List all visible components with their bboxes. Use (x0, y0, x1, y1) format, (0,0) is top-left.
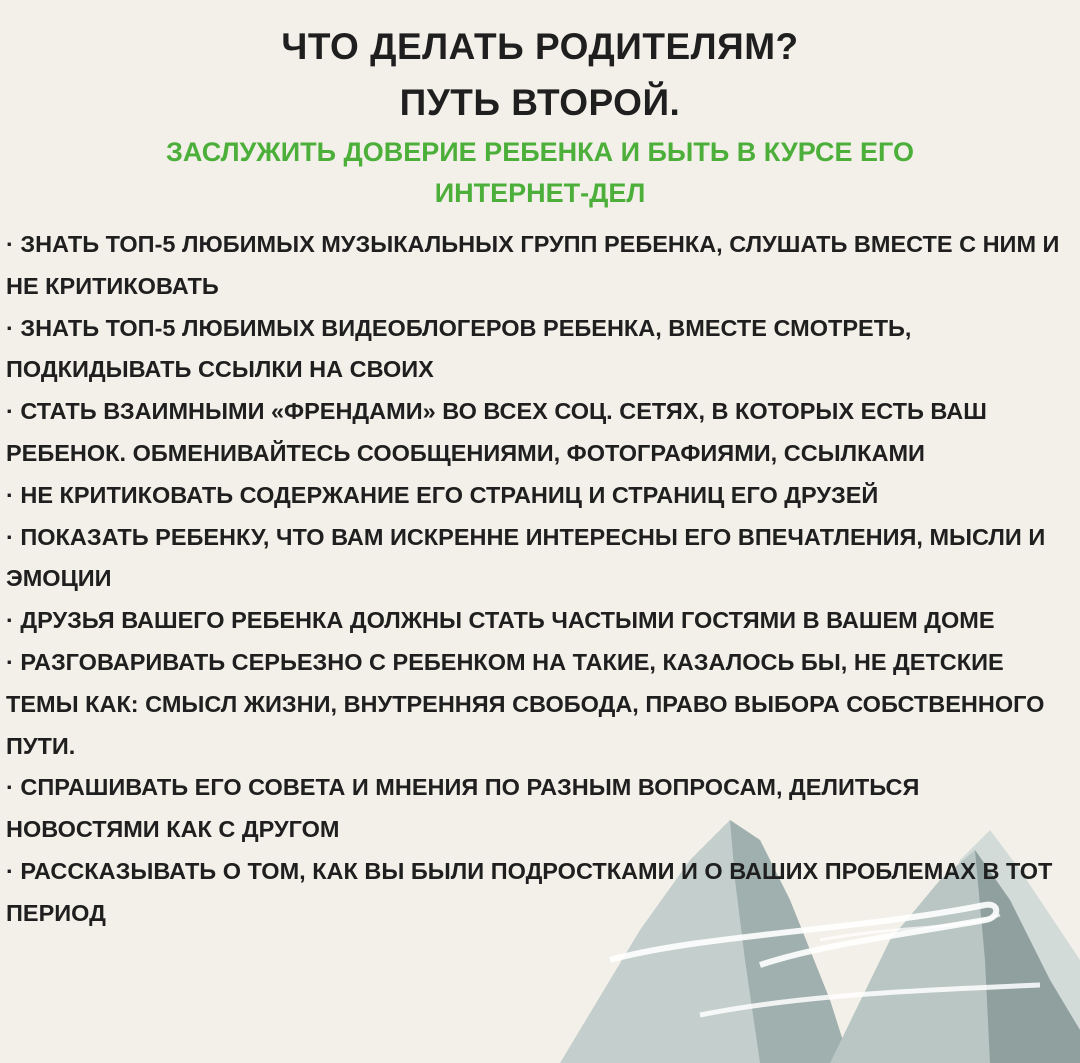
list-item (6, 391, 1076, 475)
advice-list (6, 224, 1076, 935)
bullet-icon: · (6, 607, 14, 634)
bullet-icon: · (6, 857, 14, 884)
list-item (6, 642, 1076, 767)
list-item (6, 600, 1076, 642)
list-item-text: ПОКАЗАТЬ РЕБЕНКУ, ЧТО ВАМ ИСКРЕННЕ ИНТЕРЕСНЫ ЕГО ВПЕЧАТЛЕНИЯ, МЫСЛИ И ЭМОЦИИ (6, 523, 1046, 592)
list-item-text: НЕ КРИТИКОВАТЬ СОДЕРЖАНИЕ ЕГО СТРАНИЦ И СТРАНИЦ ЕГО ДРУЗЕЙ (20, 481, 879, 508)
bullet-icon: · (6, 774, 14, 801)
list-item-text: РАЗГОВАРИВАТЬ СЕРЬЕЗНО С РЕБЕНКОМ НА ТАКИЕ, КАЗАЛОСЬ БЫ, НЕ ДЕТСКИЕ ТЕМЫ КАК: СМЫСЛ ЖИЗНИ, ВНУТРЕННЯЯ СВОБОДА, ПРАВО ВЫБОРА СОБСТВЕННОГО ПУТИ. (6, 648, 1045, 759)
list-item-text: ЗНАТЬ ТОП-5 ЛЮБИМЫХ МУЗЫКАЛЬНЫХ ГРУПП РЕБЕНКА, СЛУШАТЬ ВМЕСТЕ С НИМ И НЕ КРИТИКОВАТЬ (6, 231, 1060, 299)
list-item (6, 475, 1076, 517)
bullet-icon: · (6, 314, 14, 341)
list-item (6, 517, 1076, 601)
green-subheading: ЗАСЛУЖИТЬ ДОВЕРИЕ РЕБЕНКА И БЫТЬ В КУРСЕ ЕГО ИНТЕРНЕТ-ДЕЛ (166, 137, 914, 208)
list-item-text: СПРАШИВАТЬ ЕГО СОВЕТА И МНЕНИЯ ПО РАЗНЫМ ВОПРОСАМ, ДЕЛИТЬСЯ НОВОСТЯМИ КАК С ДРУГОМ (6, 774, 920, 843)
list-item (6, 308, 1076, 392)
list-item-text: СТАТЬ ВЗАИМНЫМИ «ФРЕНДАМИ» ВО ВСЕХ СОЦ. СЕТЯХ, В КОТОРЫХ ЕСТЬ ВАШ РЕБЕНОК. ОБМЕНИВАЙТЕСЬ СООБЩЕНИЯМИ, ФОТОГРАФИЯМИ, ССЫЛКАМИ (6, 398, 987, 466)
bullet-icon: · (6, 523, 14, 550)
list-item-text: РАССКАЗЫВАТЬ О ТОМ, КАК ВЫ БЫЛИ ПОДРОСТКАМИ И О ВАШИХ ПРОБЛЕМАХ В ТОТ ПЕРИОД (6, 857, 1053, 926)
list-item-text: ДРУЗЬЯ ВАШЕГО РЕБЕНКА ДОЛЖНЫ СТАТЬ ЧАСТЫМИ ГОСТЯМИ В ВАШЕМ ДОМЕ (20, 607, 995, 634)
bullet-icon: · (6, 398, 14, 425)
bullet-icon: · (6, 231, 14, 257)
list-item-text: ЗНАТЬ ТОП-5 ЛЮБИМЫХ ВИДЕОБЛОГЕРОВ РЕБЕНКА, ВМЕСТЕ СМОТРЕТЬ, ПОДКИДЫВАТЬ ССЫЛКИ НА СВОИХ (6, 314, 912, 383)
list-item (6, 767, 1076, 851)
bullet-icon: · (6, 648, 14, 675)
page-title: ЧТО ДЕЛАТЬ РОДИТЕЛЯМ? (281, 26, 799, 67)
bullet-icon: · (6, 481, 14, 508)
list-item (6, 851, 1076, 935)
page-subtitle-path: ПУТЬ ВТОРОЙ. (399, 82, 681, 123)
list-item (6, 224, 1076, 308)
